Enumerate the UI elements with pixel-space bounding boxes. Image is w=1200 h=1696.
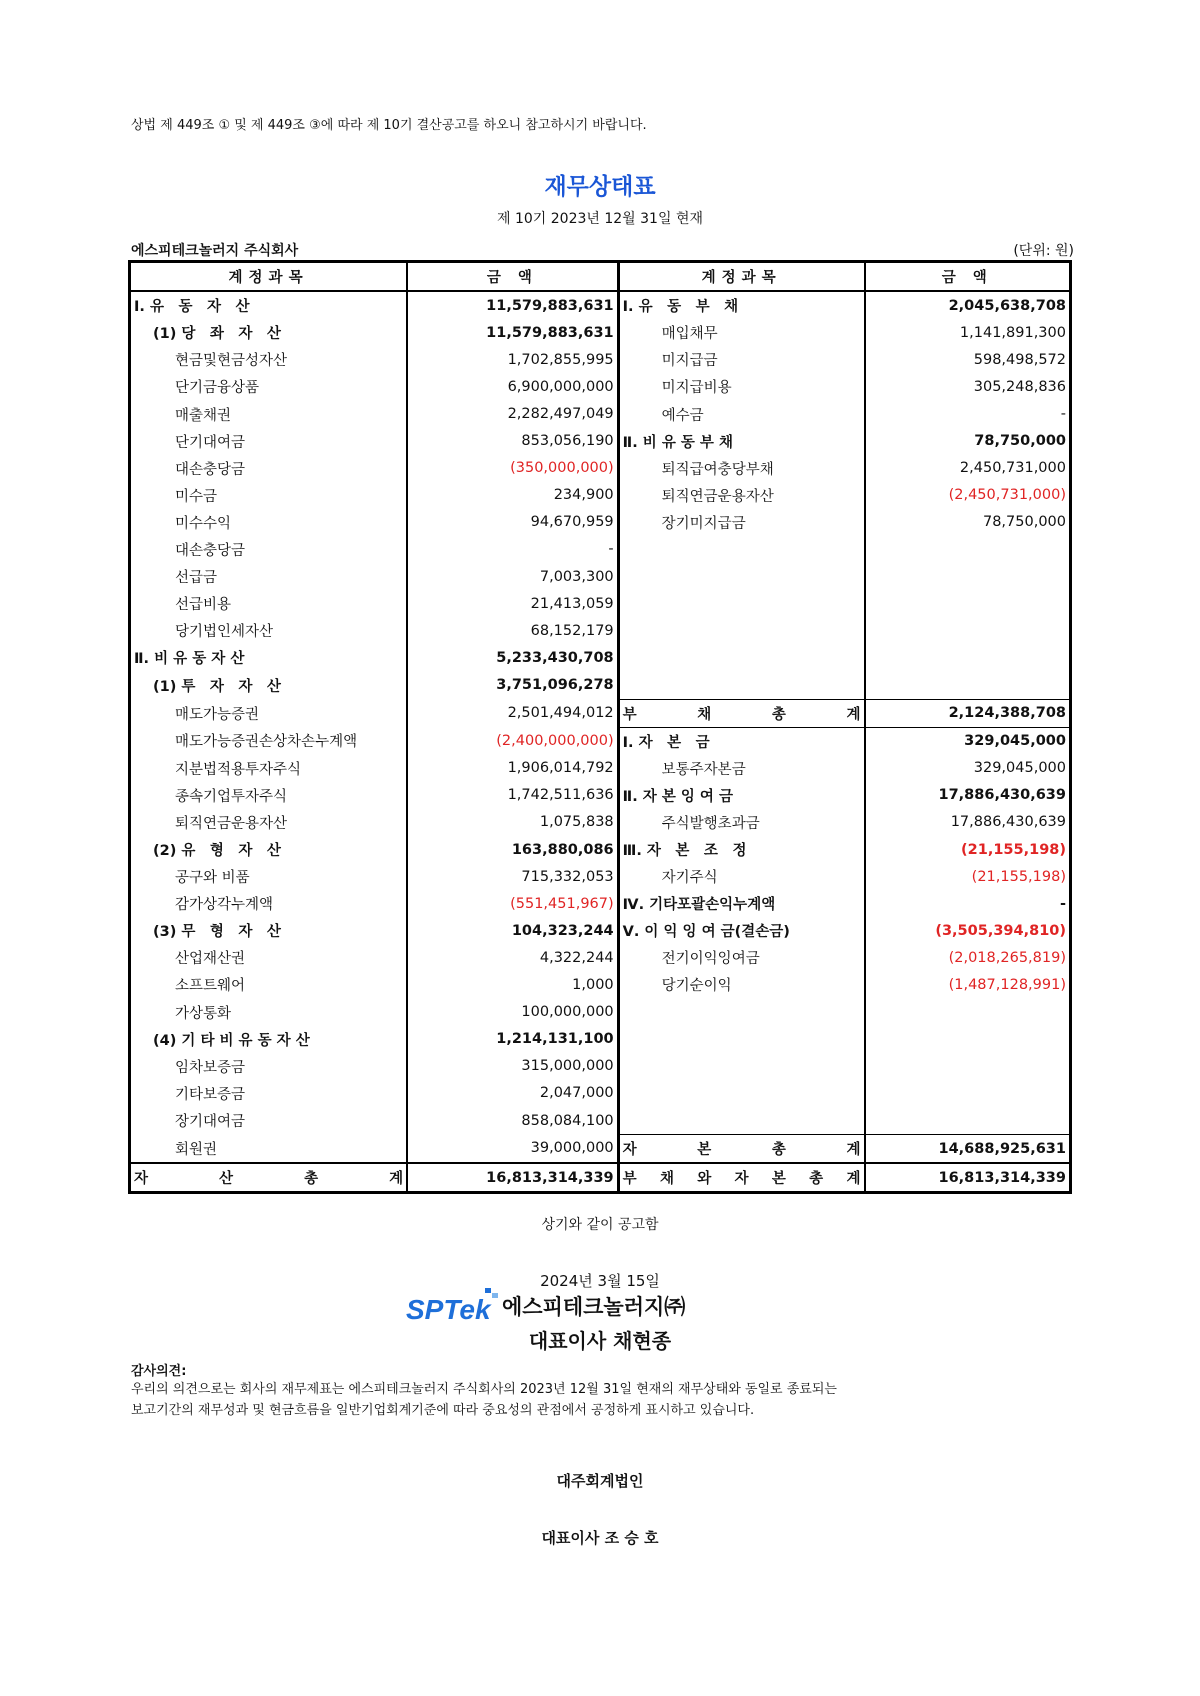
left-account: (2) 유 형 자 산: [153, 843, 281, 860]
right-account: Ⅰ. 자 본 금: [618, 727, 864, 755]
balance-sheet-table: [128, 260, 1072, 1194]
header-account-left: 계정과목: [130, 262, 408, 292]
left-amount: 11,579,883,631: [407, 291, 618, 319]
left-account: 미수수익: [175, 515, 232, 532]
table-row: [130, 917, 1071, 944]
left-account: 가상통화: [175, 1005, 232, 1022]
right-account: 퇴직급여충당부채: [618, 455, 864, 482]
left-amount: 1,000: [407, 971, 618, 998]
total-assets-value: 16,813,314,339: [407, 1163, 618, 1193]
right-account: Ⅴ. 이 익 잉 여 금(결손금): [618, 917, 864, 944]
right-amount: -: [865, 890, 1071, 917]
right-amount: 2,045,638,708: [865, 291, 1071, 319]
right-amount: [865, 999, 1071, 1026]
table-row: [130, 291, 1071, 319]
left-account: 현금및현금성자산: [175, 353, 288, 370]
left-account: 당기법인세자산: [175, 624, 274, 641]
right-amount: 17,886,430,639: [865, 809, 1071, 836]
table-row: [130, 1107, 1071, 1135]
table-row: [130, 590, 1071, 617]
right-amount: 14,688,925,631: [865, 1135, 1071, 1164]
left-amount: 715,332,053: [407, 863, 618, 890]
left-amount: 1,702,855,995: [407, 346, 618, 373]
table-row: [130, 644, 1071, 671]
right-amount: 598,498,572: [865, 346, 1071, 373]
right-account: 주식발행초과금: [618, 809, 864, 836]
right-amount: 2,124,388,708: [865, 699, 1071, 727]
table-row: [130, 727, 1071, 755]
right-amount: [865, 617, 1071, 644]
table-row: [130, 699, 1071, 727]
left-amount: 4,322,244: [407, 944, 618, 971]
left-amount: 5,233,430,708: [407, 644, 618, 671]
period-subtitle: 제 10기 2023년 12월 31일 현재: [497, 211, 703, 227]
total-assets-label: 자 산 총 계: [130, 1163, 408, 1193]
header-amount-left: 금 액: [407, 262, 618, 292]
table-row: [130, 563, 1071, 590]
announce-date: 2024년 3월 15일: [540, 1272, 660, 1290]
right-account: 미지급금: [618, 346, 864, 373]
left-amount: 315,000,000: [407, 1053, 618, 1080]
left-amount: 1,742,511,636: [407, 782, 618, 809]
left-account: Ⅱ. 비 유 동 자 산: [134, 651, 245, 668]
table-row: [130, 836, 1071, 863]
left-amount: 1,075,838: [407, 809, 618, 836]
table-row: [130, 319, 1071, 346]
right-amount: -: [865, 400, 1071, 427]
left-account: 감가상각누계액: [175, 897, 274, 914]
right-amount: [865, 536, 1071, 563]
table-row: [130, 863, 1071, 890]
right-amount: [865, 563, 1071, 590]
right-account: Ⅱ. 비 유 동 부 채: [618, 428, 864, 455]
right-account: 전기이익잉여금: [618, 944, 864, 971]
right-amount: [865, 644, 1071, 671]
table-row: [130, 482, 1071, 509]
left-amount: 100,000,000: [407, 999, 618, 1026]
left-account: 공구와 비품: [175, 870, 250, 887]
left-amount: 94,670,959: [407, 509, 618, 536]
total-row: [130, 1163, 1071, 1193]
right-account: 예수금: [618, 400, 864, 427]
right-account-label: 자 본 총 계: [622, 1142, 861, 1159]
table-row: [130, 1026, 1071, 1053]
left-account: 대손충당금: [175, 542, 246, 559]
left-amount: 68,152,179: [407, 617, 618, 644]
header-account-right: 계정과목: [618, 262, 864, 292]
left-account: (3) 무 형 자 산: [153, 924, 281, 941]
right-account: 보통주자본금: [618, 755, 864, 782]
right-amount: [865, 1026, 1071, 1053]
right-amount: 1,141,891,300: [865, 319, 1071, 346]
left-amount: 2,501,494,012: [407, 699, 618, 727]
left-account: (1) 당 좌 자 산: [153, 326, 281, 343]
right-account: [618, 590, 864, 617]
right-account: [618, 1107, 864, 1135]
left-amount: 104,323,244: [407, 917, 618, 944]
ceo-name: 대표이사 채현종: [528, 1329, 672, 1353]
right-account: [618, 999, 864, 1026]
table-row: [130, 971, 1071, 998]
right-account: Ⅰ. 유 동 부 채: [618, 291, 864, 319]
left-amount: 1,906,014,792: [407, 755, 618, 782]
left-account: 매도가능증권: [175, 706, 260, 723]
table-row: [130, 346, 1071, 373]
logo-square-1: [485, 1288, 491, 1293]
left-account: 산업재산권: [175, 951, 246, 968]
left-account: 장기대여금: [175, 1114, 246, 1131]
right-account-label: 부 채 총 계: [622, 706, 861, 723]
left-amount: 3,751,096,278: [407, 671, 618, 699]
table-row: [130, 999, 1071, 1026]
audit-opinion-line1: 우리의 의견으로는 회사의 재무제표는 에스피테크놀러지 주식회사의 2023년 12월 31일 현재의 재무상태와 동일로 종료되는: [131, 1382, 837, 1397]
left-amount: 21,413,059: [407, 590, 618, 617]
left-account: 단기대여금: [175, 434, 246, 451]
right-amount: 329,045,000: [865, 755, 1071, 782]
left-account: 회원권: [175, 1141, 218, 1158]
logo-text: SPTek: [406, 1294, 491, 1325]
right-account: [618, 1026, 864, 1053]
left-account: 매출채권: [175, 407, 232, 424]
right-account: [618, 1135, 864, 1164]
right-account: [618, 536, 864, 563]
right-amount: [865, 1107, 1071, 1135]
right-account: 자기주식: [618, 863, 864, 890]
left-amount: (2,400,000,000): [407, 727, 618, 755]
right-account: Ⅱ. 자 본 잉 여 금: [618, 782, 864, 809]
left-account: (1) 투 자 자 산: [153, 678, 281, 695]
right-amount: 17,886,430,639: [865, 782, 1071, 809]
table-row: [130, 1053, 1071, 1080]
left-account: 퇴직연금운용자산: [175, 815, 288, 832]
table-row: [130, 890, 1071, 917]
table-row: [130, 617, 1071, 644]
left-amount: 853,056,190: [407, 428, 618, 455]
table-row: [130, 671, 1071, 699]
right-amount: (21,155,198): [865, 836, 1071, 863]
left-account: 임차보증금: [175, 1059, 246, 1076]
table-row: [130, 428, 1071, 455]
right-amount: 78,750,000: [865, 428, 1071, 455]
table-row: [130, 1080, 1071, 1107]
right-account: 퇴직연금운용자산: [618, 482, 864, 509]
left-account: 소프트웨어: [175, 978, 246, 995]
table-row: [130, 809, 1071, 836]
right-account: 당기순이익: [618, 971, 864, 998]
right-account: 매입채무: [618, 319, 864, 346]
left-amount: (551,451,967): [407, 890, 618, 917]
left-amount: (350,000,000): [407, 455, 618, 482]
left-account: 미수금: [175, 488, 218, 505]
right-amount: [865, 590, 1071, 617]
left-account: 지분법적용투자주식: [175, 761, 302, 778]
right-amount: 78,750,000: [865, 509, 1071, 536]
audit-opinion-line2: 보고기간의 재무성과 및 현금흐름을 일반기업회계기준에 따라 중요성의 관점에서 공정하게 표시하고 있습니다.: [131, 1403, 755, 1418]
left-amount: 234,900: [407, 482, 618, 509]
table-header: [130, 262, 1071, 292]
left-amount: 39,000,000: [407, 1135, 618, 1164]
right-amount: 2,450,731,000: [865, 455, 1071, 482]
page-title: 재무상태표: [544, 174, 656, 200]
right-amount: (2,450,731,000): [865, 482, 1071, 509]
right-amount: (21,155,198): [865, 863, 1071, 890]
left-amount: 858,084,100: [407, 1107, 618, 1135]
left-account: 매도가능증권손상차손누계액: [175, 734, 358, 751]
right-amount: 329,045,000: [865, 727, 1071, 755]
left-amount: 11,579,883,631: [407, 319, 618, 346]
right-account: 장기미지급금: [618, 509, 864, 536]
left-account: 기타보증금: [175, 1086, 246, 1103]
unit-label: (단위: 원): [1013, 243, 1074, 259]
left-account: (4) 기 타 비 유 동 자 산: [153, 1032, 310, 1049]
right-amount: (3,505,394,810): [865, 917, 1071, 944]
left-account: 대손충당금: [175, 461, 246, 478]
total-liab-equity-value: 16,813,314,339: [865, 1163, 1071, 1193]
left-amount: 2,282,497,049: [407, 400, 618, 427]
right-account: Ⅲ. 자 본 조 정: [618, 836, 864, 863]
right-account: 미지급비용: [618, 373, 864, 400]
right-amount: [865, 671, 1071, 699]
logo-square-2: [492, 1293, 498, 1298]
left-amount: 163,880,086: [407, 836, 618, 863]
right-account: [618, 671, 864, 699]
left-amount: -: [407, 536, 618, 563]
left-account: 선급금: [175, 570, 218, 587]
right-amount: (1,487,128,991): [865, 971, 1071, 998]
notice-text: 상기와 같이 공고함: [541, 1217, 659, 1233]
right-amount: [865, 1053, 1071, 1080]
left-amount: 1,214,131,100: [407, 1026, 618, 1053]
left-account: Ⅰ. 유 동 자 산: [134, 299, 250, 316]
table-row: [130, 509, 1071, 536]
table-row: [130, 944, 1071, 971]
right-amount: [865, 1080, 1071, 1107]
right-account: [618, 699, 864, 727]
table-row: [130, 782, 1071, 809]
audit-title: 감사의견:: [131, 1364, 187, 1379]
left-amount: 6,900,000,000: [407, 373, 618, 400]
right-account: Ⅳ. 기타포괄손익누계액: [618, 890, 864, 917]
left-account: 단기금융상품: [175, 380, 260, 397]
left-account: 선급비용: [175, 597, 232, 614]
table-row: [130, 400, 1071, 427]
company-logo: [405, 1286, 503, 1326]
right-account: [618, 563, 864, 590]
left-account: 종속기업투자주식: [175, 788, 288, 805]
left-amount: 7,003,300: [407, 563, 618, 590]
audit-firm: 대주회계법인: [556, 1472, 644, 1490]
right-account: [618, 644, 864, 671]
table-row: [130, 373, 1071, 400]
left-amount: 2,047,000: [407, 1080, 618, 1107]
corp-name: 에스피테크놀러지㈜: [502, 1295, 686, 1319]
table-row: [130, 536, 1071, 563]
table-row: [130, 1135, 1071, 1164]
header-amount-right: 금 액: [865, 262, 1071, 292]
right-account: [618, 617, 864, 644]
table-row: [130, 755, 1071, 782]
right-amount: (2,018,265,819): [865, 944, 1071, 971]
right-amount: 305,248,836: [865, 373, 1071, 400]
audit-firm-ceo: 대표이사 조 승 호: [541, 1529, 659, 1547]
right-account: [618, 1080, 864, 1107]
total-liab-equity-label: 부 채 와 자 본 총 계: [618, 1163, 864, 1193]
right-account: [618, 1053, 864, 1080]
company-name: 에스피테크놀러지 주식회사: [131, 243, 299, 259]
table-row: [130, 455, 1071, 482]
intro-text: 상법 제 449조 ① 및 제 449조 ③에 따라 제 10기 결산공고를 하오니 참고하시기 바랍니다.: [131, 118, 647, 133]
